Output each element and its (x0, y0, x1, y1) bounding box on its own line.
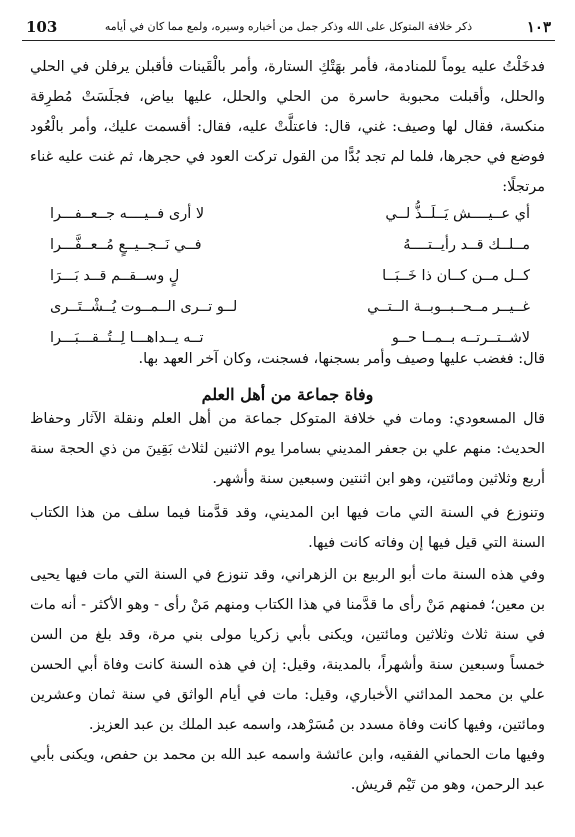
verse-first-hemistich: مــلــك قــد رأيــتــــهُ (403, 237, 530, 253)
verse-line (50, 231, 530, 262)
verse-first-hemistich: كــل مــن كــان ذا خَــبَــا (382, 268, 530, 284)
opening-paragraph: فدخَلْتُ عليه يوماً للمنادمة، فأمر بهَتْكِ الستارة، وأمر بالْقَينات فأقبلن يرفلن في الحلي والحلل، وأقبلت محبوبة حاسرة من الحلي والحلل، عليها بياض، فجلَسَتْ مُطرِقة منكسة، فقال لها وصيف: غني، قال: فاعتلَّتْ عليه، فقال: أقسمت عليك، وأمر بالْعُود فوضع في حجرها، فلما لم تجد بُدًّا من القول تركت العود في حجرها، ثم غنت عليه غناء مرتجلًا: (30, 59, 545, 195)
verse-second-hemistich: لا أرى فــيــــه جــعــفـــرا (50, 206, 205, 222)
verse-second-hemistich: لــو تــرى الــمــوت يُــشْــتَــرى (50, 299, 238, 315)
verse-second-hemistich: تــه يــداهـــا لِــتُــقـــبَـــرا (50, 330, 204, 346)
verse-line (50, 262, 530, 293)
after-verse-paragraph: قال: فغضب عليها وصيف وأمر بسجنها، فسجنت، وكان آخر العهد بها. (138, 351, 545, 367)
poem (50, 200, 530, 355)
paragraph-deaths-list: وفي هذه السنة مات أبو الربيع بن الزهراني، وقد تنوزع في السنة التي مات فيها يحيى بن معين؛ فمنهم مَنْ رأى ما قدَّمنا في هذا الكتاب ومنهم مَنْ رأى - وهو الأكثر - أنه مات في سنة ثلاث وثلاثين ومائتين، ويكنى بأبي زكريا مولى بني مرة، وقد بلغ من السن خمساً وسبعين سنة وأشهراً، بالمدينة، وقيل: إن في هذه السنة كانت وفاة أبي الحسن علي بن محمد المدائني الأخباري، وقيل: مات في أيام الواثق في سنة ثمان وعشرين ومائتين، وفيها كانت وفاة مسدد بن مُسَرْهد، واسمه عبد الملك بن عبد العزيز. (30, 567, 545, 733)
verse-first-hemistich: لاشــتــرتــه بــمــا حــو (391, 330, 530, 346)
paragraph-ibn-madini: وتنوزع في السنة التي مات فيها ابن المديني، وقد قدَّمنا فيما سلف من هذا الكتاب السنة التي قيل فيها إن وفاته كانت فيها. (30, 505, 545, 551)
paragraph-masudi: قال المسعودي: ومات في خلافة المتوكل جماعة من أهل العلم ونقلة الآثار وحفاظ الحديث: منهم علي بن جعفر المديني بسامرا يوم الاثنين لثلاث بَقِينَ من ذي الحجة سنة أربع وثلاثين ومائتين، وهو ابن اثنتين وسبعين سنة وأشهر. (30, 411, 545, 487)
paragraph-himmani: وفيها مات الحماني الفقيه، وابن عائشة واسمه عبد الله بن محمد بن حفص، ويكنى بأبي عبد الرحمن، وهو من تَيْم قريش. (30, 747, 545, 793)
verse-second-hemistich: لٍ وســقــم قــد بَـــرَا (50, 268, 180, 284)
page-number-arabic: ١٠٣ (526, 18, 551, 36)
section-heading: وفاة جماعة من أهل العلم (201, 385, 374, 404)
verse-first-hemistich: أي عــيــــش يَــلَــذُّ لــي (385, 206, 530, 222)
verse-first-hemistich: غــيــر مــحــبــوبــة الــتــي (367, 299, 530, 315)
verse-line (50, 200, 530, 231)
verse-second-hemistich: فــي نَــجــيــعٍ مُــعــفَّـــرا (50, 237, 202, 253)
page-number-latin: 103 (26, 18, 58, 36)
page-header (22, 16, 555, 41)
verse-line (50, 293, 530, 324)
running-title: ذكر خلافة المتوكل على الله وذكر جمل من أخباره وسيره، ولمع مما كان في أيامه (104, 20, 473, 33)
